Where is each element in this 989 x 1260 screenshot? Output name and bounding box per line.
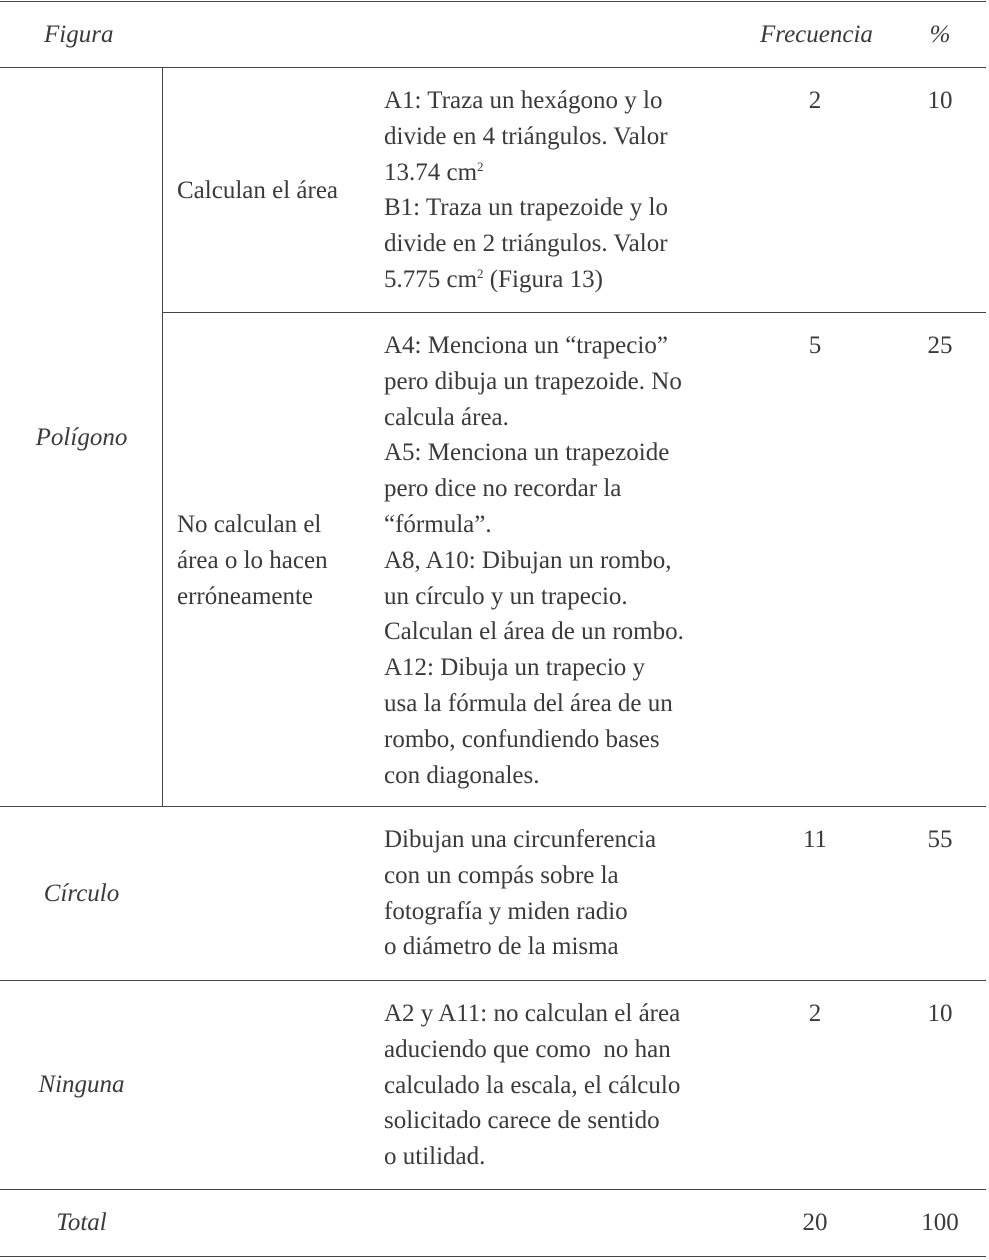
rule-header	[0, 67, 986, 68]
desc-line: aduciendo que como no han	[384, 1035, 671, 1063]
row-circulo-label: Círculo	[43, 880, 120, 907]
desc-line: pero dibuja un trapezoide. No	[384, 367, 682, 395]
total-frecuencia: 20	[802, 1209, 828, 1236]
desc-line: A12: Dibuja un trapecio y	[384, 654, 646, 682]
desc-line: divide en 2 triángulos. Valor	[384, 230, 668, 258]
circulo-description	[384, 822, 734, 965]
poligono-sub2-frecuencia: 5	[808, 332, 822, 359]
poligono-sub1-label: Calculan el área	[177, 177, 339, 204]
desc-line: un círculo y un trapecio.	[384, 582, 628, 610]
desc-line: rombo, confundiendo bases	[384, 725, 660, 753]
rule-bottom	[0, 1256, 986, 1257]
ninguna-frecuencia: 2	[808, 1000, 822, 1027]
superscript: 2	[477, 158, 484, 174]
desc-line: solicitado carece de sentido	[384, 1107, 660, 1135]
ninguna-porcentaje: 10	[927, 1000, 953, 1027]
desc-line: “fórmula”.	[384, 510, 492, 538]
header-figura: Figura	[44, 21, 114, 48]
label-line: erróneamente	[177, 582, 314, 610]
desc-line: Calculan el área de un rombo.	[384, 618, 684, 646]
poligono-sub1-description	[384, 83, 734, 298]
label-line: No calculan el	[177, 511, 322, 538]
header-frecuencia: Frecuencia	[760, 21, 873, 48]
desc-line: o diámetro de la misma	[384, 933, 619, 961]
desc-line: A8, A10: Dibujan un rombo,	[384, 546, 672, 574]
desc-line: calculado la escala, el cálculo	[384, 1071, 681, 1099]
ninguna-description	[384, 996, 734, 1175]
desc-text: (Figura 13)	[483, 265, 603, 293]
circulo-porcentaje: 55	[927, 826, 953, 853]
poligono-sub2-label	[177, 507, 367, 614]
desc-line: A4: Menciona un “trapecio”	[384, 332, 668, 359]
desc-line: A1: Traza un hexágono y lo	[384, 87, 663, 114]
row-poligono-label: Polígono	[35, 424, 128, 451]
desc-text: 5.775 cm	[384, 265, 478, 293]
desc-line	[384, 262, 734, 298]
desc-line: A5: Menciona un trapezoide	[384, 439, 670, 467]
desc-line: pero dice no recordar la	[384, 475, 622, 503]
desc-line: con un compás sobre la	[384, 861, 619, 889]
desc-line: calcula área.	[384, 403, 509, 431]
rule-poligono	[0, 806, 986, 807]
desc-line: B1: Traza un trapezoide y lo	[384, 194, 668, 222]
desc-line: A2 y A11: no calculan el área	[384, 1000, 681, 1027]
desc-line: fotografía y miden radio	[384, 897, 628, 925]
poligono-sub1-porcentaje: 10	[927, 87, 953, 114]
header-porcentaje: %	[929, 21, 951, 48]
desc-line: usa la fórmula del área de un	[384, 689, 673, 717]
rule-ninguna	[0, 1189, 986, 1190]
rule-circulo	[0, 980, 986, 981]
rule-top	[0, 1, 986, 2]
poligono-sub2-description	[384, 328, 734, 793]
label-line: área o lo hacen	[177, 546, 328, 574]
desc-line: Dibujan una circunferencia	[384, 826, 657, 853]
poligono-sub1-frecuencia: 2	[808, 87, 822, 114]
total-porcentaje: 100	[921, 1209, 959, 1236]
desc-line: o utilidad.	[384, 1143, 486, 1171]
row-total-label: Total	[56, 1209, 107, 1236]
desc-line	[384, 155, 734, 191]
row-ninguna-label: Ninguna	[38, 1071, 125, 1098]
superscript: 2	[477, 265, 484, 281]
poligono-sub2-porcentaje: 25	[927, 332, 953, 359]
rule-poligono-sub	[162, 312, 986, 313]
circulo-frecuencia: 11	[802, 826, 828, 853]
desc-line: divide en 4 triángulos. Valor	[384, 122, 668, 150]
desc-line: con diagonales.	[384, 761, 540, 789]
desc-text: 13.74 cm	[384, 158, 478, 186]
